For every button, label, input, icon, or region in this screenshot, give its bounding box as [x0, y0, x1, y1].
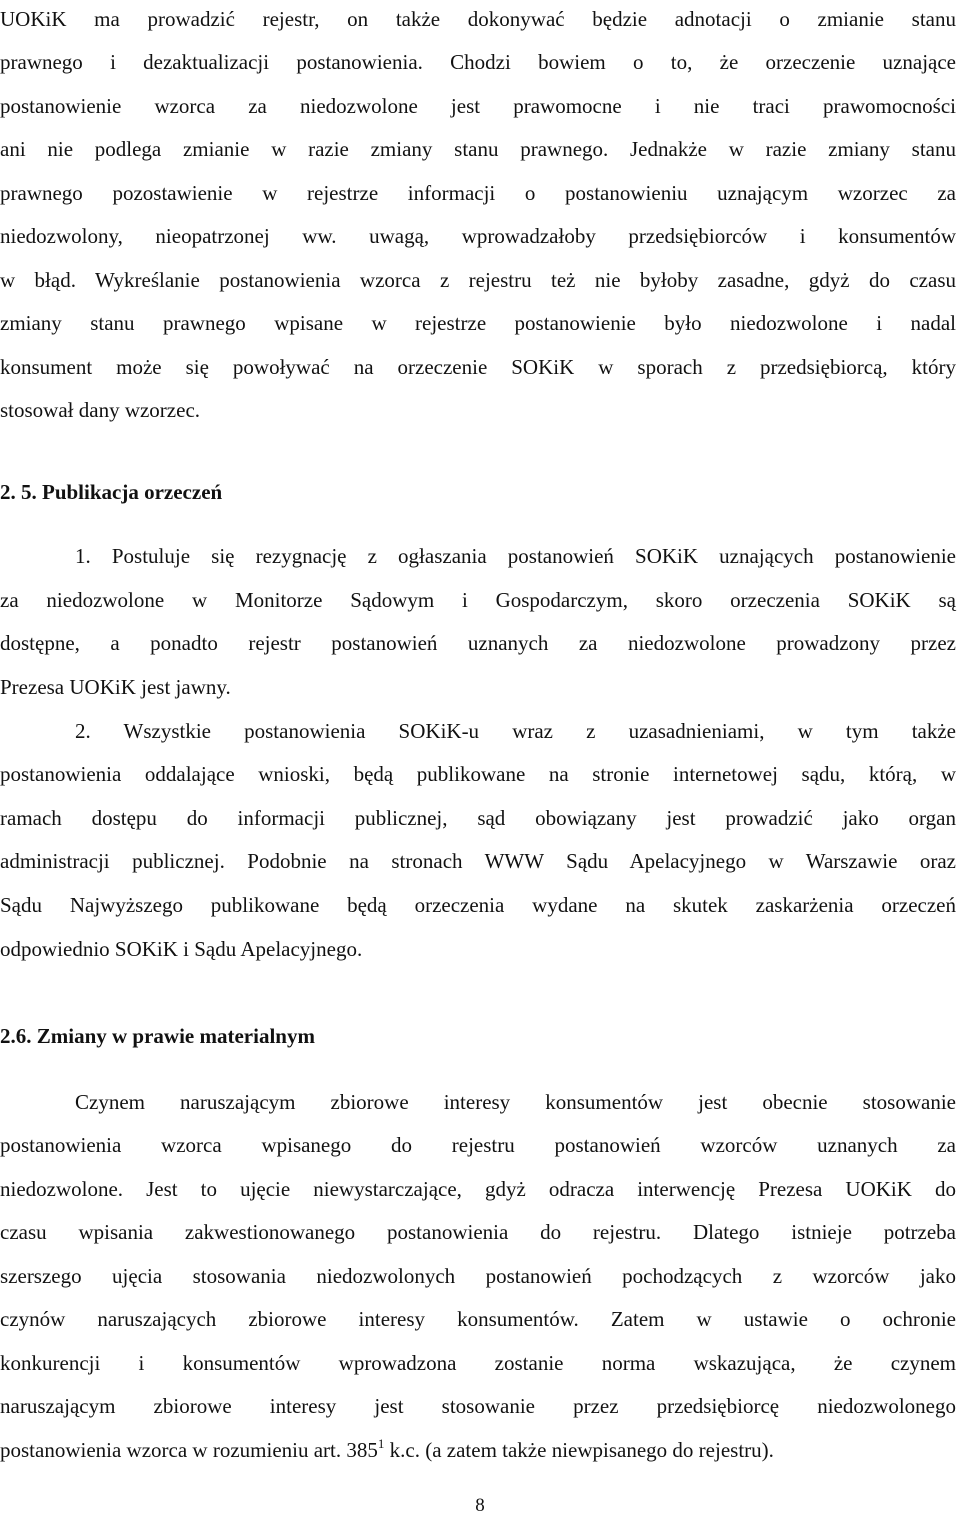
text-line: w błąd. Wykreślanie postanowienia wzorca z rejestru też nie byłoby zasadne, gdyż do czasu: [0, 268, 956, 292]
text-line: stosował dany wzorzec.: [0, 398, 201, 422]
text-line: zmiany stanu prawnego wpisane w rejestrze postanowienie było niedozwolone i nadal: [0, 311, 956, 335]
text-line: postanowienie wzorca za niedozwolone jest prawomocne i nie traci prawomocności: [0, 94, 956, 118]
article-superscript: 1: [377, 1436, 385, 1451]
text-line: postanowienia wzorca wpisanego do rejestru postanowień wzorców uznanych za: [0, 1133, 956, 1157]
text-line: dostępne, a ponadto rejestr postanowień uznanych za niedozwolone prowadzony przez: [0, 631, 956, 655]
text-line: czasu wpisania zakwestionowanego postanowienia do rejestru. Dlatego istnieje potrzeba: [0, 1220, 956, 1244]
text-line-article-reference: [0, 1428, 774, 1472]
text-line: Prezesa UOKiK jest jawny.: [0, 675, 231, 699]
text-line: czynów naruszających zbiorowe interesy konsumentów. Zatem w ustawie o ochronie: [0, 1307, 956, 1331]
text-line: UOKiK ma prowadzić rejestr, on także dokonywać będzie adnotacji o zmianie stanu: [0, 7, 956, 31]
text-line: Sądu Najwyższego publikowane będą orzeczenia wydane na skutek zaskarżenia orzeczeń: [0, 893, 956, 917]
text-line: Czynem naruszającym zbiorowe interesy konsumentów jest obecnie stosowanie: [75, 1090, 956, 1114]
text-line: niedozwolony, nieopatrzonej ww. uwagą, wprowadzałoby przedsiębiorców i konsumentów: [0, 224, 956, 248]
article-text-continued: k.c. (a zatem także niewpisanego do rejestru).: [384, 1438, 774, 1462]
text-line: konkurencji i konsumentów wprowadzona zostanie norma wskazująca, że czynem: [0, 1351, 956, 1375]
text-line: ani nie podlega zmianie w razie zmiany stanu prawnego. Jednakże w razie zmiany stanu: [0, 137, 956, 161]
section-heading-substantive-law: 2.6. Zmiany w prawie materialnym: [0, 1024, 315, 1048]
text-line: 1. Postuluje się rezygnację z ogłaszania postanowień SOKiK uznających postanowienie: [75, 544, 956, 568]
section-heading-publication: 2. 5. Publikacja orzeczeń: [0, 480, 223, 504]
text-line: administracji publicznej. Podobnie na stronach WWW Sądu Apelacyjnego w Warszawie oraz: [0, 849, 956, 873]
text-line: niedozwolone. Jest to ujęcie niewystarczające, gdyż odracza interwencję Prezesa UOKiK do: [0, 1177, 956, 1201]
text-line: szerszego ujęcia stosowania niedozwolonych postanowień pochodzących z wzorców jako: [0, 1264, 956, 1288]
text-line: prawnego i dezaktualizacji postanowienia. Chodzi bowiem o to, że orzeczenie uznające: [0, 50, 956, 74]
text-line: prawnego pozostawienie w rejestrze informacji o postanowieniu uznającym wzorzec za: [0, 181, 956, 205]
article-text: postanowienia wzorca w rozumieniu art. 385: [0, 1438, 378, 1462]
text-line: ramach dostępu do informacji publicznej, sąd obowiązany jest prowadzić jako organ: [0, 806, 956, 830]
text-line: za niedozwolone w Monitorze Sądowym i Gospodarczym, skoro orzeczenia SOKiK są: [0, 588, 956, 612]
text-line: postanowienia oddalające wnioski, będą publikowane na stronie internetowej sądu, którą, w: [0, 762, 956, 786]
text-line: 2. Wszystkie postanowienia SOKiK-u wraz z uzasadnieniami, w tym także: [75, 719, 956, 743]
text-line: odpowiednio SOKiK i Sądu Apelacyjnego.: [0, 937, 363, 961]
text-line: konsument może się powoływać na orzeczenie SOKiK w sporach z przedsiębiorcą, który: [0, 355, 956, 379]
page-number: 8: [475, 1495, 485, 1516]
text-line: naruszającym zbiorowe interesy jest stosowanie przez przedsiębiorcę niedozwolonego: [0, 1394, 956, 1418]
